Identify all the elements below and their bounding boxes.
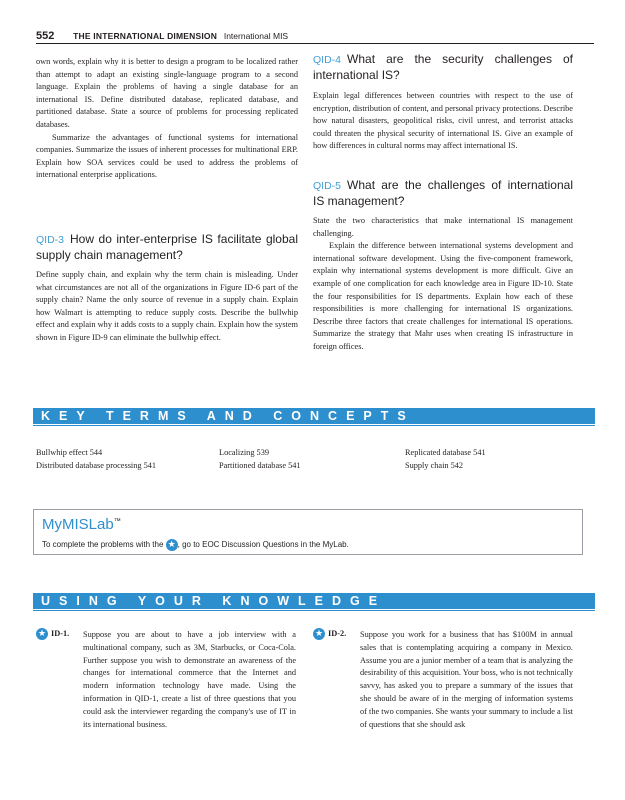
exercise-id1-number <box>36 628 69 641</box>
star-icon: ★ <box>37 629 47 640</box>
subsection-title: International MIS <box>223 31 289 41</box>
qid3-label: QID-3 <box>36 234 65 246</box>
star-icon: ★ <box>314 629 324 640</box>
mymislab-text-before: To complete the problems with the <box>42 540 164 550</box>
running-header <box>36 30 288 42</box>
qid3-heading <box>36 232 298 262</box>
qid4-heading <box>313 52 573 82</box>
qid3-section <box>36 232 298 345</box>
qid5-paragraph-2: Explain the difference between international systems development and international software development. Using the five-component framework, explain why international systems development is more difficult. Give an example of one complication for each knowledge area in Figure ID-10. State the four responsibilities for IS departments. Explain how each of these responsibilities is more challenging for international IS organizations. Describe three factors that create challenges for international IS operations. Summarize the strategy that Mahr uses when creating IS infrastructure in foreign offices. <box>313 241 573 351</box>
key-term: Bullwhip effect 544 <box>36 448 103 457</box>
key-term: Replicated database 541 <box>405 448 486 457</box>
key-terms-column-2 <box>219 446 301 472</box>
qid4-title: What are the security challenges of international IS? <box>313 52 573 82</box>
section-title: THE INTERNATIONAL DIMENSION <box>73 31 218 41</box>
continuation-paragraph-2: Summarize the advantages of functional systems for international companies. Summarize the issues of inherent processes for multinational ERP. Explain how SOA services could be used to address the problems of international enterprise applications. <box>36 132 298 180</box>
key-terms-column-1 <box>36 446 156 472</box>
exercise-id2 <box>313 629 573 759</box>
logo-my: My <box>42 516 62 533</box>
exercise-id2-text: Suppose you work for a business that has $100M in annual sales that is contemplating acquiring a company in Mexico. Assume you are a junior member of a team that is analyzing the desirability of this acquisition. Your boss, who is not technically savvy, has asked you to prepare a summary of the issues that she should be aware of in the merging of information systems of the two companies. She wants your summary to include a list of questions that she should ask <box>360 630 573 729</box>
logo-mis: MIS <box>62 516 89 533</box>
key-terms-column-3 <box>405 446 486 472</box>
exercise-id1-text: Suppose you are about to have a job interview with a multinational company, such as 3M, Starbucks, or Coca-Cola. Further suppose you wish to demonstrate an awareness of the changes for international commerce that the Internet and modern information technology have made. Using the information in QID-1, create a list of three questions that you could ask the interviewer regarding the company's use of IT in its international business. <box>83 630 296 729</box>
page-number: 552 <box>36 30 55 42</box>
exercise-id1 <box>36 629 296 759</box>
qid5-heading <box>313 178 573 208</box>
using-knowledge-rule <box>33 610 595 611</box>
exercise-id2-label: ID-2. <box>328 629 347 638</box>
qid5-paragraph-1: State the two characteristics that make international IS management challenging. <box>313 216 573 238</box>
key-term: Supply chain 542 <box>405 461 464 470</box>
logo-trademark: ™ <box>113 518 121 525</box>
qid4-body: Explain legal differences between countries with respect to the use of encryption, distribution of content, and personal privacy protections. Describe how natural disasters, geopolitical risks, civil unrest, and terrorist attacks could threaten the physical security of international IS. Give an example of how differences in cultural norms may affect international IS. <box>313 91 573 151</box>
key-terms-heading: KEY TERMS AND CONCEPTS <box>41 409 415 423</box>
qid5-title: What are the challenges of international IS management? <box>313 178 573 208</box>
using-knowledge-heading: USING YOUR KNOWLEDGE <box>41 594 387 608</box>
exercise-id2-number <box>313 628 346 641</box>
key-term: Partitioned database 541 <box>219 461 301 470</box>
header-rule <box>36 43 594 44</box>
continuation-paragraph-1: own words, explain why it is better to design a program to be localized rather than attempt to adapt an existing single-language program to a second language. Explain the problems of having a single database for an international IS. Define distributed database, replicated database, and partitioned database. State a source of problems for processing replicated databases. <box>36 57 298 129</box>
qid3-title: How do inter-enterprise IS facilitate global supply chain management? <box>36 232 298 262</box>
mymislab-instructions <box>42 539 349 551</box>
logo-lab: Lab <box>88 516 114 533</box>
key-terms-rule <box>33 425 595 426</box>
key-term: Distributed database processing 541 <box>36 461 157 470</box>
key-term: Localizing 539 <box>219 448 269 457</box>
exercise-id1-label: ID-1. <box>51 629 70 638</box>
mymislab-text-after: , go to EOC Discussion Questions in the MyLab. <box>177 540 349 550</box>
mymislab-box <box>33 509 583 555</box>
qid3-body: Define supply chain, and explain why the term chain is misleading. Under what circumstances are not all of the organizations in Figure ID-6 part of the supply chain? Name the only source of revenue in a supply chain. Explain how Walmart is attempting to reduce supply costs. Describe the bullwhip effect and explain why it adds costs to a supply chain. Explain how the system shown in Figure ID-9 can eliminate the bullwhip effect. <box>36 270 298 342</box>
qid4-section <box>313 52 573 153</box>
qid4-label: QID-4 <box>313 54 342 66</box>
qid5-section <box>313 178 573 354</box>
qid5-label: QID-5 <box>313 180 342 192</box>
star-icon: ★ <box>167 540 176 550</box>
mymislab-logo <box>42 516 121 533</box>
key-terms-banner <box>33 408 595 424</box>
left-column <box>36 56 298 182</box>
using-knowledge-banner <box>33 593 595 609</box>
